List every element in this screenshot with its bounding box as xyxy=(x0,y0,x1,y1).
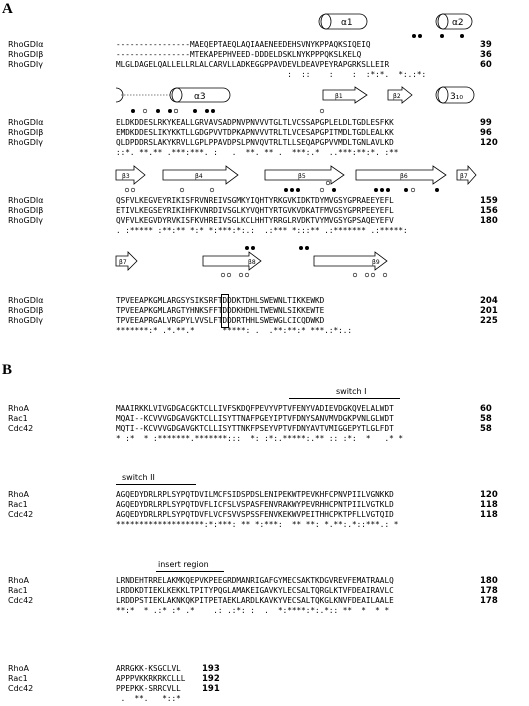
alpha1-label: α1 xyxy=(341,18,353,28)
seq-name: RhoGDIα xyxy=(8,40,44,49)
three10-label: 3₁₀ xyxy=(450,92,463,102)
panel-b-block-4: RhoA ARRGKK-KSGCLVL 193 Rac1 APPPVKKRKRKCLLL 192 Cdc42 PPEPKK-SRRCVLL 191 . **. *::* xyxy=(8,664,220,703)
seq-name: RhoGDIβ xyxy=(8,306,44,315)
sequence: AGQEDYDRLRPLSYPQTDVILMCFSIDSPDSLENIPEKWTPEVKHFCPNVPIILVGNKKD xyxy=(116,490,394,499)
panel-a-block1-features xyxy=(0,10,529,40)
seq-name: RhoGDIα xyxy=(8,196,44,205)
strand-beta5 xyxy=(265,166,344,184)
panel-label-b: B xyxy=(2,362,13,378)
dots-row-a3 xyxy=(284,188,439,192)
sequence: TPVEEAPRGALVRGPYLVVSLFTDDDRTHHLSWEWGLCICQDWKD xyxy=(116,316,325,325)
panel-b-block-1: RhoA MAAIRKKLVIVGDGACGKTCLLIVFSKDQFPEVYVPTVFENYVADIEVDGKQVELALWDT 60 Rac1 MQAI--KCVVVGDGAVGKTCLLISYTTNAFPGEYIPTVFDNYSANVMVDGKPVNLGLWDT 58 Cdc42 MQTI--KCVVVGDGAVGKTCLLISYTTNKFPSEYVPTVFDNYAVTVMIGGEPYTLGLFDT 58 * :* * :*******.*******::: *: :*:.*****:.** :: :*: * .* * xyxy=(8,404,492,443)
conservation-line: **:* * .:* :* .* .: .:*: : . *:****:*:.*:: ** * * * xyxy=(116,606,390,615)
sequence: QVFVLKEGVDYRVKISFKVHREIVSGLKCLHHTYRRGLRVDKTVYMVGSYGPSAQEYEFV xyxy=(116,216,394,225)
strand-beta1 xyxy=(323,87,367,103)
sequence: MLGLDAGELQALLELLRLALCARVLLADKEGGPPAVDEVLDEAVPEYRAPGRKSLLEIR xyxy=(116,60,390,69)
dots-row-a1 xyxy=(412,34,464,38)
seq-name: Cdc42 xyxy=(8,424,34,433)
dots-row-a4 xyxy=(245,246,309,250)
conservation-line: : :: : : :*:*. *:.:*: xyxy=(116,70,427,79)
sequence: LRDDPSTIEKLAKNKQKPITPETAEKLARDLKAVKYVECSALTQKGLKNVFDEAILAALE xyxy=(116,596,394,605)
strand-beta8 xyxy=(203,252,261,270)
insert-region-label: insert region xyxy=(158,560,209,569)
helix-alpha1 xyxy=(319,14,367,29)
panel-a-block-4: RhoGDIα TPVEEAPKGMLARGSYSIKSRFTDDDKTDHLSWEWNLTIKKEWKD 204 RhoGDIβ TPVEEAPKGMLARGTYHNKSFFTDDDKHDHLTWEWNLSIKKEWTE 201 RhoGDIγ TPVEEAPRGALVRGPYLVVSLFTDDDRTHHLSWEWGLCICQDWKD 225 *******:* .*.**.* *****: . .**:**:* ***.:*:.: xyxy=(8,296,498,335)
strand-beta7b xyxy=(116,252,137,270)
seq-name: RhoGDIβ xyxy=(8,206,44,215)
seq-name: Rac1 xyxy=(8,414,28,423)
beta9-label: β9 xyxy=(372,259,380,266)
strand-beta4 xyxy=(163,166,238,184)
seq-name: Rac1 xyxy=(8,500,28,509)
conservation-line: . **. *::* xyxy=(116,694,181,703)
alpha3-label: α3 xyxy=(194,92,206,102)
panel-b-block-3: RhoA LRNDEHTRRELAKMKQEPVKPEEGRDMANRIGAFGYMECSAKTKDGVREVFEMATRAALQ 180 Rac1 LRDDKDTIEKLKEKKLTPITYPQGLAMAKEIGAVKYLECSALTQRGLKTVFDEAIRAVLC 178 Cdc42 LRDDPSTIEKLAKNKQKPITPETAEKLARDLKAVKYVECSALTQKGLKNVFDEAILAALE 178 **:* * .:* :* .* .: .:*: : . *:****:*:.*:: ** * * * xyxy=(8,576,498,615)
switch2-bar xyxy=(116,484,196,485)
conservation-line: *******************:*:***: ** *:***: ** **: *.**:.*::***.: * xyxy=(116,520,399,529)
sequence: AGQEDYDRLRPLSYPQTDVFLICFSLVSPASFENVRAKWYPEVRHHCPNTPIILVGTKLD xyxy=(116,500,394,509)
sequence: QSFVLKEGVEYRIKISFRVNREIVSGMKYIQHTYRKGVKIDKTDYMVGSYGPRAEEYEFL xyxy=(116,196,394,205)
switch2-highlight-3 xyxy=(400,490,412,520)
switch1-bar xyxy=(289,398,400,399)
seq-name: RhoA xyxy=(8,576,29,585)
seq-name: RhoA xyxy=(8,404,29,413)
seq-name: RhoGDIβ xyxy=(8,50,44,59)
beta3-label: β3 xyxy=(122,173,130,180)
beta6-label: β6 xyxy=(400,173,408,180)
sequence: LRNDEHTRRELAKMKQEPVKPEEGRDMANRIGAFGYMECSAKTKDGVREVFEMATRAALQ xyxy=(116,576,394,585)
seq-name: RhoGDIα xyxy=(8,118,44,127)
sequence: MQTI--KCVVVGDGAVGKTCLLISYTTNKFPSEYVPTVFDNYAVTVMIGGEPYTLGLFDT xyxy=(116,424,394,433)
conservation-line: * :* * :*******.*******::: *: :*:.*****:.** :: :*: * .* * xyxy=(116,434,403,443)
boxed-residue xyxy=(221,294,229,328)
sequence: ELDKDDESLRKYKEALLGRVAVSADPNVPNVVVTGLTLVCSSAPGPLELDLTGDLESFKK xyxy=(116,118,394,127)
conservation-line: ::*. **.** .***:***. : . **. ** . ***:.* ..***:**:*. :** xyxy=(116,148,399,157)
seq-name: RhoGDIγ xyxy=(8,216,43,225)
beta7-label: β7 xyxy=(119,259,127,266)
conservation-line: *******:* .*.**.* *****: . .**:**:* ***.:*:.: xyxy=(116,326,353,335)
panel-a-block-3: RhoGDIα QSFVLKEGVEYRIKISFRVNREIVSGMKYIQHTYRKGVKIDKTDYMVGSYGPRAEEYEFL 159 RhoGDIβ ETIVLKEGSEYRIKIHFKVNRDIVSGLKYVQHTYRTGVKVDKATFMVGSYGPRPEEYEFL 156 RhoGDIγ QVFVLKEGVDYRVKISFKVHREIVSGLKCLHHTYRRGLRVDKTVYMVGSYGPSAQEYEFV 180 . :***** :**:** *:* *:***:*:.: .:*** *:::** .:******* .:*****: xyxy=(8,196,498,235)
beta7-label: β7 xyxy=(460,173,468,180)
beta4-label: β4 xyxy=(195,173,203,180)
sequence: ETIVLKEGSEYRIKIHFKVNRDIVSGLKYVQHTYRTGVKVDKATFMVGSYGPRPEEYEFL xyxy=(116,206,394,215)
open-dots-row-a3 xyxy=(125,181,415,192)
sequence: MAAIRKKLVIVGDGACGKTCLLIVFSKDQFPEVYVPTVFENYVADIEVDGKQVELALWDT xyxy=(116,404,394,413)
seq-name: RhoA xyxy=(8,664,29,673)
sequence: ----------------MTEKAPEPHVEED-DDDELDSKLNYKPPPQKSLKELQ xyxy=(116,50,362,59)
sequence: EMDKDDESLIKYKKTLLGDGPVVTDPKAPNVVVTRLTLVCESAPGPITMDLTGDLEALKK xyxy=(116,128,394,137)
seq-name: Cdc42 xyxy=(8,684,34,693)
seq-name: RhoGDIγ xyxy=(8,60,43,69)
panel-a-block2-features xyxy=(0,80,529,116)
seq-name: RhoGDIγ xyxy=(8,316,43,325)
sequence: TPVEEAPKGMLARGTYHNKSFFTDDDKHDHLTWEWNLSIKKEWTE xyxy=(116,306,325,315)
seq-name: Cdc42 xyxy=(8,510,34,519)
sequence: APPPVKKRKRKCLLL xyxy=(116,674,186,683)
strand-beta2 xyxy=(388,87,412,103)
panel-a-block3-features xyxy=(0,160,529,194)
seq-name: RhoA xyxy=(8,490,29,499)
strand-beta6 xyxy=(356,166,446,184)
conservation-line: . :***** :**:** *:* *:***:*:.: .:*** *:::** .:******* .:*****: xyxy=(116,226,408,235)
sequence: MQAI--KCVVVGDGAVGKTCLLISYTTNAFPGEYIPTVFDNYSANVMVDGKPVNLGLWDT xyxy=(116,414,394,423)
sequence: PPEPKK-SRRCVLL xyxy=(116,684,181,693)
seq-name: RhoGDIγ xyxy=(8,138,43,147)
sequence: QLDPDDRSLAKYKRVLLGPLPPAVDPSLPNVQVTRLTLLSEQAPGPVVMDLTGNLAVLKD xyxy=(116,138,394,147)
helix-alpha2 xyxy=(436,14,472,29)
beta8-label: β8 xyxy=(248,259,256,266)
open-dots-row-a4 xyxy=(221,273,387,277)
panel-b-block-2: RhoA AGQEDYDRLRPLSYPQTDVILMCFSIDSPDSLENIPEKWTPEVKHFCPNVPIILVGNKKD 120 Rac1 AGQEDYDRLRPLSYPQTDVFLICFSLVSPASFENVRAKWYPEVRHHCPNTPIILVGTKLD 118 Cdc42 AGQEDYDRLRPLSYPQTDVFLVCFSVVSPSSFENVKEKWVPEITHHCPKTPFLLVGTQID 118 *******************:*:***: ** *:***: ** **: *.**:.*::***.: * xyxy=(8,490,498,529)
seq-name: RhoGDIβ xyxy=(8,128,44,137)
sequence: TPVEEAPKGMLARGSYSIKSRFTDDDKTDHLSWEWNLTIKKEWKD xyxy=(116,296,325,305)
sequence: AGQEDYDRLRPLSYPQTDVFLVCFSVVSPSSFENVKEKWVPEITHHCPKTPFLLVGTQID xyxy=(116,510,394,519)
insert-region-bar xyxy=(156,571,224,572)
switch1-label: switch I xyxy=(336,387,367,396)
seq-name: Cdc42 xyxy=(8,596,34,605)
seq-name: Rac1 xyxy=(8,674,28,683)
sequence: LRDDKDTIEKLKEKKLTPITYPQGLAMAKEIGAVKYLECSALTQRGLKTVFDEAIRAVLC xyxy=(116,586,394,595)
strand-beta7 xyxy=(457,166,476,184)
beta1-label: β1 xyxy=(335,93,343,100)
strand-beta9 xyxy=(314,252,387,270)
panel-a-block4-features xyxy=(0,240,529,280)
seq-name: RhoGDIα xyxy=(8,296,44,305)
beta5-label: β5 xyxy=(298,173,306,180)
helix-310 xyxy=(436,87,474,103)
seq-name: Rac1 xyxy=(8,586,28,595)
sequence: ----------------MAEQEPTAEQLAQIAAENEEDEHSVNYKPPAQKSIQEIQ xyxy=(116,40,371,49)
switch2-label: switch II xyxy=(122,473,155,482)
panel-a-block-2: RhoGDIα ELDKDDESLRKYKEALLGRVAVSADPNVPNVVVTGLTLVCSSAPGPLELDLTGDLESFKK 99 RhoGDIβ EMDKDDESLIKYKKTLLGDGPVVTDPKAPNVVVTRLTLVCESAPGPITMDLTGDLEALKK 96 RhoGDIγ QLDPDDRSLAKYKRVLLGPLPPAVDPSLPNVQVTRLTLLSEQAPGPVVMDLTGNLAVLKD 120 ::*. **.** .***:***. : . **. ** . ***:.* ..***:**:*. :** xyxy=(8,118,498,157)
strand-beta3 xyxy=(116,166,145,184)
helix-alpha3 xyxy=(116,88,230,102)
panel-a-block-1: RhoGDIα ----------------MAEQEPTAEQLAQIAAENEEDEHSVNYKPPAQKSIQEIQ 39 RhoGDIβ ----------------MTEKAPEPHVEED-DDDELDSKLNYKPPPQKSLKELQ 36 RhoGDIγ MLGLDAGELQALLELLRLALCARVLLADKEGGPPAVDEVLDEAVPEYRAPGRKSLLEIR 60 : :: : : :*:*. *:.:*: xyxy=(8,40,492,79)
panel-label-a: A xyxy=(2,1,13,17)
alpha2-label: α2 xyxy=(452,18,464,28)
beta2-label: β2 xyxy=(393,93,401,100)
sequence: ARRGKK-KSGCLVL xyxy=(116,664,181,673)
